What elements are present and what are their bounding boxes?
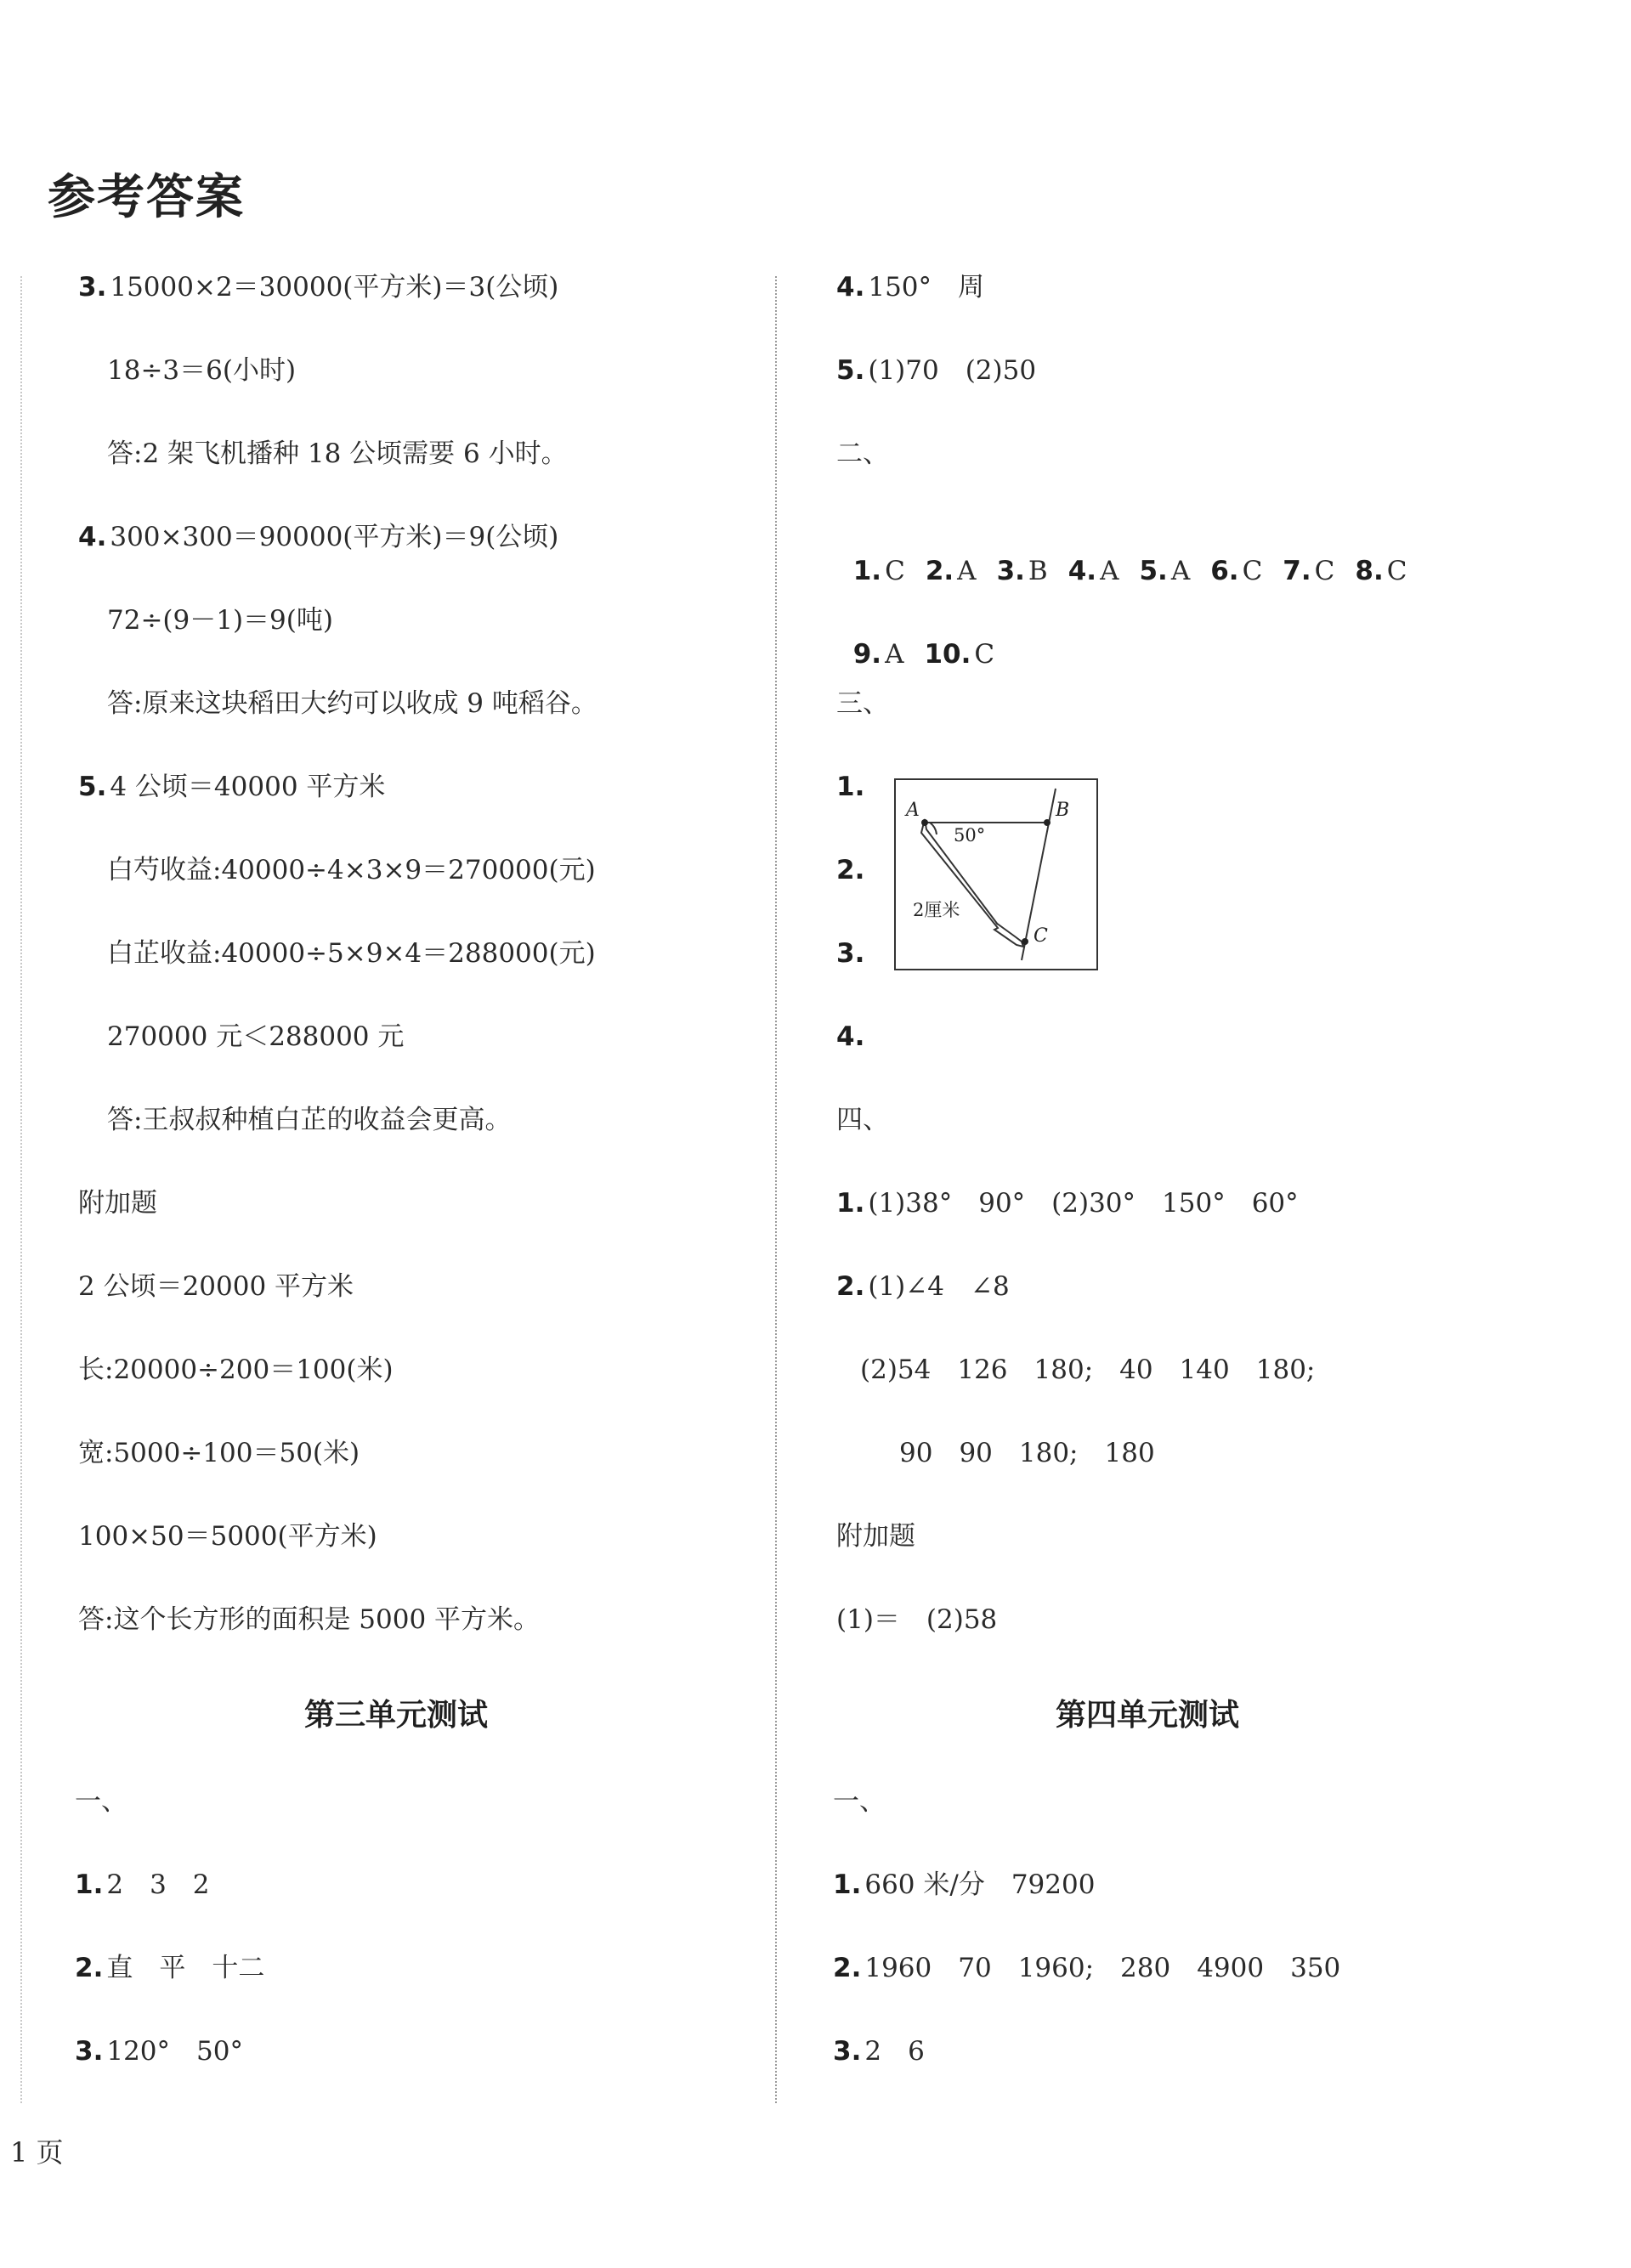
question-number: 2. bbox=[836, 855, 865, 885]
answer-line: 2 公顷＝20000 平方米 bbox=[78, 1271, 354, 1302]
answer-line: 3. 120° 50° bbox=[75, 2036, 243, 2067]
answer-line: 3. 2 6 bbox=[833, 2036, 925, 2067]
label-a: A bbox=[906, 800, 920, 821]
answer-line: 3. 15000×2＝30000(平方米)＝3(公顷) bbox=[78, 272, 559, 303]
answer-line: 答:这个长方形的面积是 5000 平方米。 bbox=[78, 1604, 541, 1635]
point-c bbox=[1022, 938, 1028, 945]
answer-line: 1. 2 3 2 bbox=[75, 1869, 210, 1900]
part-label: 三、 bbox=[836, 688, 889, 719]
question-number: 1. bbox=[836, 772, 865, 802]
section-title: 第四单元测试 bbox=[1055, 1698, 1239, 1733]
page-title: 参考答案 bbox=[48, 170, 245, 225]
point-b bbox=[1044, 819, 1051, 826]
question-number: 4. bbox=[836, 1021, 865, 1052]
part-label: 一、 bbox=[75, 1786, 127, 1817]
section-title: 第三单元测试 bbox=[303, 1698, 488, 1733]
page-number: 1 页 bbox=[10, 2136, 64, 2169]
answer-line: (2)54 126 180; 40 140 180; bbox=[860, 1355, 1316, 1385]
answer-line: 72÷(9－1)＝9(吨) bbox=[107, 605, 333, 636]
point-a bbox=[921, 819, 928, 826]
extra-question-label: 附加题 bbox=[836, 1521, 915, 1552]
label-c: C bbox=[1034, 925, 1048, 947]
answer-line: 18÷3＝6(小时) bbox=[107, 355, 297, 386]
column-divider bbox=[775, 276, 777, 2103]
answer-line: 90 90 180; 180 bbox=[899, 1438, 1155, 1468]
angle-label: 50° bbox=[954, 825, 986, 846]
answer-line: 2. 直 平 十二 bbox=[75, 1953, 265, 1983]
answer-line: 2. (1)∠4 ∠8 bbox=[836, 1271, 1010, 1302]
length-label: 2厘米 bbox=[913, 900, 960, 920]
answer-line: 答:2 架飞机播种 18 公顷需要 6 小时。 bbox=[107, 438, 568, 469]
answer-line: 270000 元＜288000 元 bbox=[107, 1021, 405, 1052]
answer-line: 2. 1960 70 1960; 280 4900 350 bbox=[833, 1953, 1341, 1983]
answer-line: (1)＝ (2)58 bbox=[836, 1604, 998, 1635]
multiple-choice-row: 9. A 10. C bbox=[852, 639, 995, 670]
answer-line: 白芷收益:40000÷5×9×4＝288000(元) bbox=[107, 938, 596, 969]
answer-line: 4. 150° 周 bbox=[836, 272, 985, 303]
answer-line: 1. 660 米/分 79200 bbox=[833, 1869, 1096, 1900]
answer-line: 白芍收益:40000÷4×3×9＝270000(元) bbox=[107, 855, 596, 885]
answer-line: 答:王叔叔种植白芷的收益会更高。 bbox=[107, 1105, 512, 1135]
part-label: 四、 bbox=[836, 1105, 889, 1135]
multiple-choice-row: 1. C 2. A 3. B 4. A 5. A 6. C 7. C 8. C bbox=[852, 556, 1407, 586]
answer-line: 长:20000÷200＝100(米) bbox=[78, 1355, 394, 1385]
extra-question-label: 附加题 bbox=[78, 1188, 157, 1219]
answer-line: 答:原来这块稻田大约可以收成 9 吨稻谷。 bbox=[107, 688, 597, 719]
answer-line: 1. (1)38° 90° (2)30° 150° 60° bbox=[836, 1188, 1299, 1219]
answer-line: 100×50＝5000(平方米) bbox=[78, 1521, 377, 1552]
part-label: 一、 bbox=[833, 1786, 886, 1817]
margin-rule bbox=[20, 276, 22, 2103]
answer-line: 4. 300×300＝90000(平方米)＝9(公顷) bbox=[78, 522, 559, 552]
geometry-figure bbox=[894, 778, 1098, 970]
question-number: 3. bbox=[836, 938, 865, 969]
answer-line: 宽:5000÷100＝50(米) bbox=[78, 1438, 360, 1468]
answer-line: 5. 4 公顷＝40000 平方米 bbox=[78, 772, 386, 802]
label-b: B bbox=[1056, 800, 1070, 821]
answer-line: 5. (1)70 (2)50 bbox=[836, 355, 1037, 386]
part-label: 二、 bbox=[836, 438, 889, 469]
angle-arc bbox=[930, 823, 937, 834]
